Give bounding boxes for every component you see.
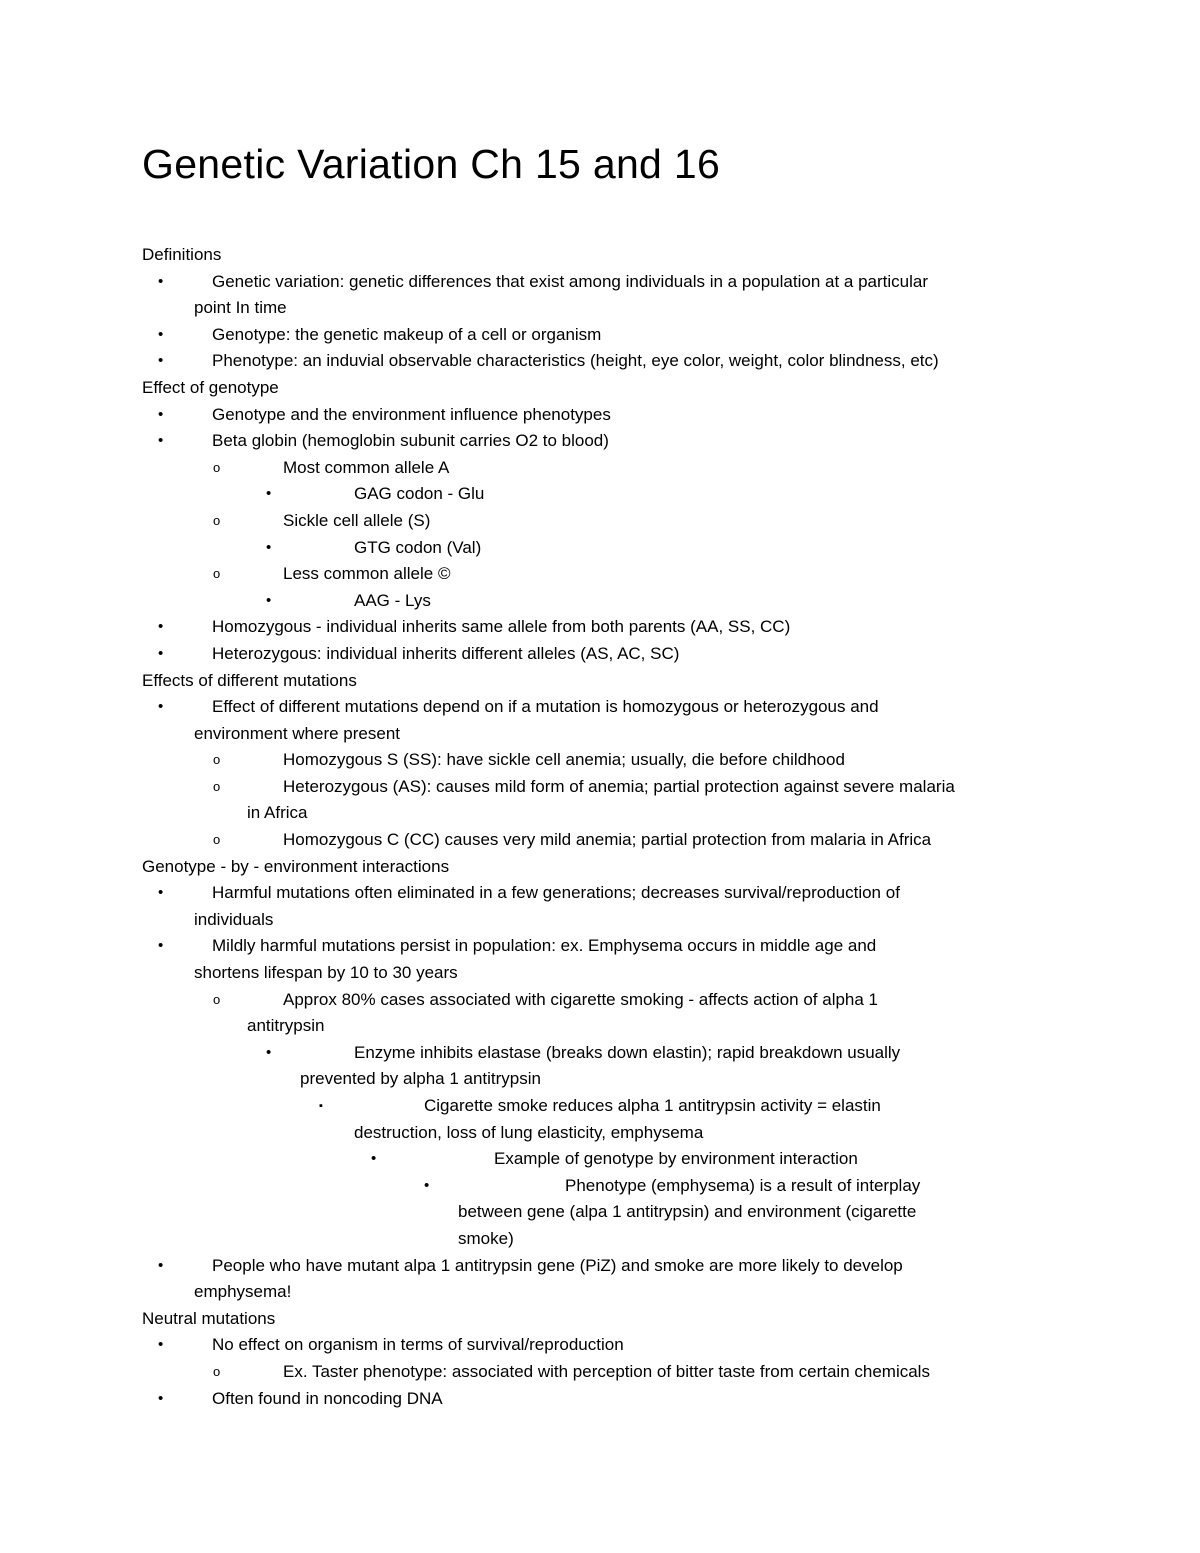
bullet-icon: • xyxy=(158,325,164,343)
list-item: o Sickle cell allele (S) xyxy=(142,508,1062,535)
bullet-icon: • xyxy=(158,937,164,955)
bullet-icon: • xyxy=(158,644,164,662)
list-item: • People who have mutant alpa 1 antitrypsin gene (PiZ) and smoke are more likely to develop xyxy=(142,1253,1062,1280)
list-item: • Phenotype (emphysema) is a result of interplay xyxy=(142,1173,1062,1200)
list-item: o Homozygous C (CC) causes very mild anemia; partial protection from malaria in Africa xyxy=(142,827,1062,854)
list-item: • GAG codon - Glu xyxy=(142,481,1062,508)
bullet-icon: • xyxy=(424,1176,430,1194)
section-heading: Effects of different mutations xyxy=(142,670,357,690)
circle-bullet-icon: o xyxy=(213,1363,221,1379)
list-item: • Harmful mutations often eliminated in a few generations; decreases survival/reproduction of xyxy=(142,880,1062,907)
list-item: o Most common allele A xyxy=(142,455,1062,482)
bullet-icon: • xyxy=(158,1256,164,1274)
bullet-icon: • xyxy=(158,884,164,902)
circle-bullet-icon: o xyxy=(213,512,221,528)
list-item: • Heterozygous: individual inherits different alleles (AS, AC, SC) xyxy=(142,641,1062,668)
circle-bullet-icon: o xyxy=(213,459,221,475)
circle-bullet-icon: o xyxy=(213,566,221,582)
section-heading: Definitions xyxy=(142,245,222,264)
list-item: • GTG codon (Val) xyxy=(142,535,1062,562)
list-item-continuation: destruction, loss of lung elasticity, emphysema xyxy=(354,1122,704,1142)
list-item: o Less common allele © xyxy=(142,561,1062,588)
bullet-icon: • xyxy=(158,432,164,450)
circle-bullet-icon: o xyxy=(213,832,221,848)
list-item-continuation: smoke) xyxy=(458,1228,514,1248)
square-bullet-icon: ▪ xyxy=(319,1100,323,1112)
circle-bullet-icon: o xyxy=(213,752,221,768)
list-item-continuation: between gene (alpa 1 antitrypsin) and environment (cigarette xyxy=(458,1202,917,1222)
list-item: • Beta globin (hemoglobin subunit carries O2 to blood) xyxy=(142,428,1062,455)
bullet-icon: • xyxy=(158,352,164,370)
list-item-continuation: shortens lifespan by 10 to 30 years xyxy=(194,963,458,983)
list-item-continuation: antitrypsin xyxy=(247,1016,325,1036)
list-item: o Approx 80% cases associated with cigarette smoking - affects action of alpha 1 xyxy=(142,987,1062,1014)
bullet-icon: • xyxy=(371,1150,377,1168)
bullet-icon: • xyxy=(266,1043,272,1061)
list-item: • Genotype and the environment influence phenotypes xyxy=(142,402,1062,429)
list-item-continuation: emphysema! xyxy=(194,1282,292,1302)
bullet-icon: • xyxy=(266,538,272,556)
bullet-icon: • xyxy=(158,272,164,290)
list-item: • Example of genotype by environment interaction xyxy=(142,1146,1062,1173)
list-item: • Phenotype: an induvial observable characteristics (height, eye color, weight, color blindness, etc) xyxy=(142,348,1062,375)
circle-bullet-icon: o xyxy=(213,991,221,1007)
list-item-continuation: prevented by alpha 1 antitrypsin xyxy=(300,1069,541,1089)
bullet-icon: • xyxy=(158,618,164,636)
bullet-icon: • xyxy=(158,698,164,716)
bullet-icon: • xyxy=(158,405,164,423)
list-item-continuation: individuals xyxy=(194,909,274,929)
list-item-continuation: environment where present xyxy=(194,723,401,743)
list-item: • Effect of different mutations depend on if a mutation is homozygous or heterozygous and xyxy=(142,694,1062,721)
list-item: • Homozygous - individual inherits same allele from both parents (AA, SS, CC) xyxy=(142,614,1062,641)
list-item: ▪ Cigarette smoke reduces alpha 1 antitrypsin activity = elastin xyxy=(142,1093,1062,1120)
list-item-continuation: point In time xyxy=(194,298,287,318)
list-item: • No effect on organism in terms of survival/reproduction xyxy=(142,1332,1062,1359)
bullet-icon: • xyxy=(158,1336,164,1354)
bullet-icon: • xyxy=(266,485,272,503)
section-heading: Genotype - by - environment interactions xyxy=(142,856,450,876)
list-item: • AAG - Lys xyxy=(142,588,1062,615)
list-item: o Ex. Taster phenotype: associated with perception of bitter taste from certain chemicals xyxy=(142,1359,1062,1386)
section-heading: Effect of genotype xyxy=(142,377,279,397)
list-item: • Often found in noncoding DNA xyxy=(142,1386,1062,1413)
list-item: • Enzyme inhibits elastase (breaks down elastin); rapid breakdown usually xyxy=(142,1040,1062,1067)
list-item: • Genotype: the genetic makeup of a cell or organism xyxy=(142,322,1062,349)
document-body xyxy=(142,242,1062,1412)
list-item-continuation: in Africa xyxy=(247,803,308,823)
list-item: • Genetic variation: genetic differences that exist among individuals in a population at a particular xyxy=(142,269,1062,296)
document-title: Genetic Variation Ch 15 and 16 xyxy=(142,141,721,187)
section-heading: Neutral mutations xyxy=(142,1308,276,1328)
bullet-icon: • xyxy=(158,1389,164,1407)
list-item: • Mildly harmful mutations persist in population: ex. Emphysema occurs in middle age and xyxy=(142,933,1062,960)
list-item: o Heterozygous (AS): causes mild form of anemia; partial protection against severe malaria xyxy=(142,774,1062,801)
list-item: o Homozygous S (SS): have sickle cell anemia; usually, die before childhood xyxy=(142,747,1062,774)
bullet-icon: • xyxy=(266,591,272,609)
circle-bullet-icon: o xyxy=(213,778,221,794)
